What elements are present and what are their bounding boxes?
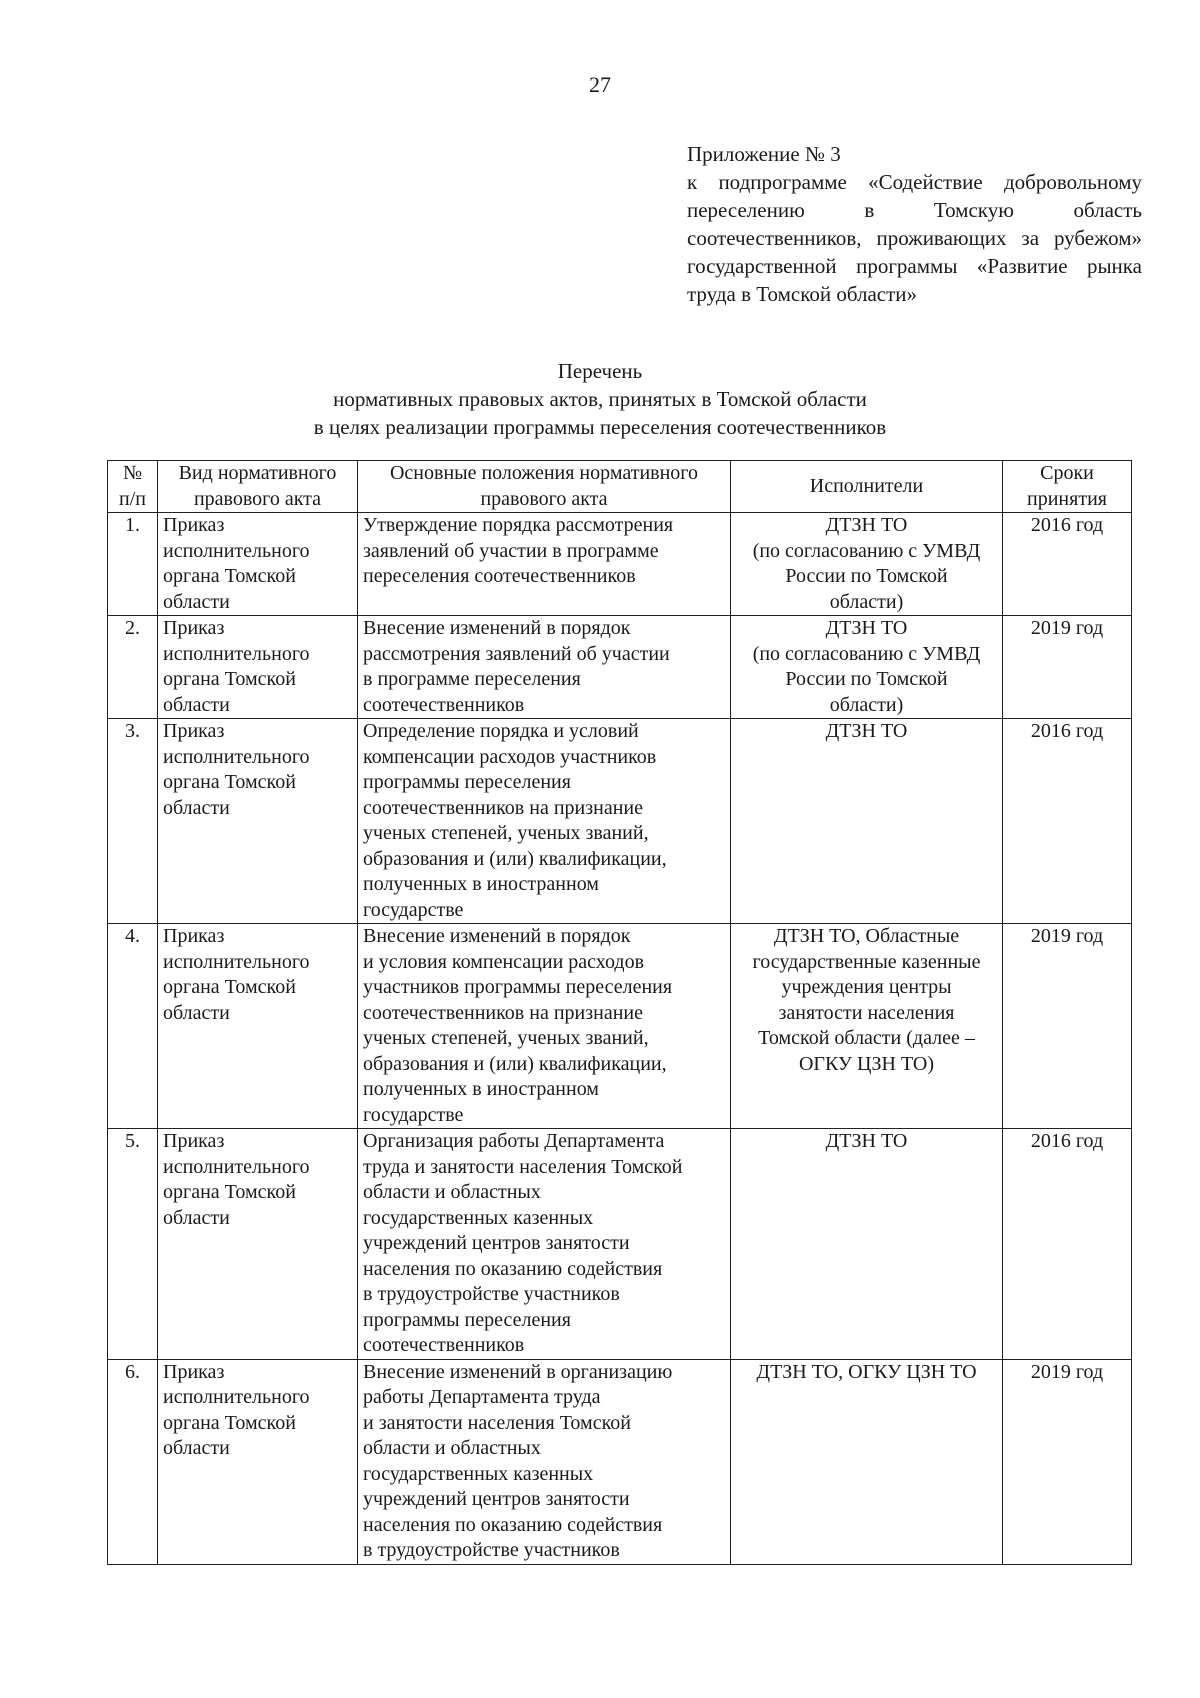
- cell-act-type: Приказ исполнительного органа Томской области: [158, 616, 358, 719]
- cell-executors: ДТЗН ТО, Областные государственные казенные учреждения центры занятости населения Томской области (далее – ОГКУ ЦЗН ТО): [731, 924, 1003, 1129]
- acts-table-body: [108, 513, 1132, 1565]
- cell-terms: 2019 год: [1003, 616, 1132, 719]
- cell-provisions: Внесение изменений в организацию работы Департамента труда и занятости населения Томской области и областных государственных казенных учреждений центров занятости населения по оказанию содействия в трудоустройстве участников: [358, 1359, 731, 1564]
- cell-executors: ДТЗН ТО (по согласованию с УМВД России по Томской области): [731, 513, 1003, 616]
- list-heading: [0, 357, 1200, 441]
- cell-executors: ДТЗН ТО: [731, 1129, 1003, 1360]
- cell-terms: 2019 год: [1003, 924, 1132, 1129]
- list-heading-line-1: Перечень: [557, 359, 643, 383]
- cell-act-type: Приказ исполнительного органа Томской области: [158, 719, 358, 924]
- table-row: [108, 513, 1132, 616]
- appendix-block: [687, 140, 1142, 308]
- list-heading-line-3: в целях реализации программы переселения соотечественников: [313, 415, 887, 439]
- table-row: [108, 1359, 1132, 1564]
- table-header-row: [108, 461, 1132, 513]
- cell-provisions: Внесение изменений в порядок и условия компенсации расходов участников программы переселения соотечественников на признание ученых степеней, ученых званий, образования и (или) квалификации, полученных в иностранном государстве: [358, 924, 731, 1129]
- appendix-body: к подпрограмме «Содействие добровольному переселению в Томскую область соотечественников, проживающих за рубежом» государственной программы «Развитие рынка труда в Томской области»: [687, 170, 1142, 306]
- cell-terms: 2016 год: [1003, 513, 1132, 616]
- cell-provisions: Внесение изменений в порядок рассмотрения заявлений об участии в программе переселения соотечественников: [358, 616, 731, 719]
- header-executors: Исполнители: [731, 461, 1003, 513]
- cell-terms: 2016 год: [1003, 719, 1132, 924]
- cell-terms: 2019 год: [1003, 1359, 1132, 1564]
- page-number: 27: [589, 72, 611, 97]
- cell-num: 6.: [108, 1359, 158, 1564]
- appendix-title: Приложение № 3: [687, 142, 841, 166]
- header-num: № п/п: [108, 461, 158, 513]
- cell-executors: ДТЗН ТО, ОГКУ ЦЗН ТО: [731, 1359, 1003, 1564]
- table-row: [108, 719, 1132, 924]
- header-act-type: Вид нормативного правового акта: [158, 461, 358, 513]
- cell-num: 2.: [108, 616, 158, 719]
- cell-num: 3.: [108, 719, 158, 924]
- cell-terms: 2016 год: [1003, 1129, 1132, 1360]
- header-provisions: Основные положения нормативного правового акта: [358, 461, 731, 513]
- cell-provisions: Организация работы Департамента труда и занятости населения Томской области и областных государственных казенных учреждений центров занятости населения по оказанию содействия в трудоустройстве участников программы переселения соотечественников: [358, 1129, 731, 1360]
- header-terms: Сроки принятия: [1003, 461, 1132, 513]
- cell-executors: ДТЗН ТО: [731, 719, 1003, 924]
- cell-provisions: Утверждение порядка рассмотрения заявлений об участии в программе переселения соотечественников: [358, 513, 731, 616]
- table-row: [108, 616, 1132, 719]
- cell-act-type: Приказ исполнительного органа Томской области: [158, 1359, 358, 1564]
- cell-provisions: Определение порядка и условий компенсации расходов участников программы переселения соотечественников на признание ученых степеней, ученых званий, образования и (или) квалификации, полученных в иностранном государстве: [358, 719, 731, 924]
- cell-num: 5.: [108, 1129, 158, 1360]
- cell-num: 4.: [108, 924, 158, 1129]
- cell-act-type: Приказ исполнительного органа Томской области: [158, 513, 358, 616]
- list-heading-line-2: нормативных правовых актов, принятых в Томской области: [333, 387, 867, 411]
- table-row: [108, 1129, 1132, 1360]
- table-row: [108, 924, 1132, 1129]
- acts-table: [107, 460, 1132, 1565]
- cell-executors: ДТЗН ТО (по согласованию с УМВД России по Томской области): [731, 616, 1003, 719]
- cell-act-type: Приказ исполнительного органа Томской области: [158, 924, 358, 1129]
- cell-act-type: Приказ исполнительного органа Томской области: [158, 1129, 358, 1360]
- cell-num: 1.: [108, 513, 158, 616]
